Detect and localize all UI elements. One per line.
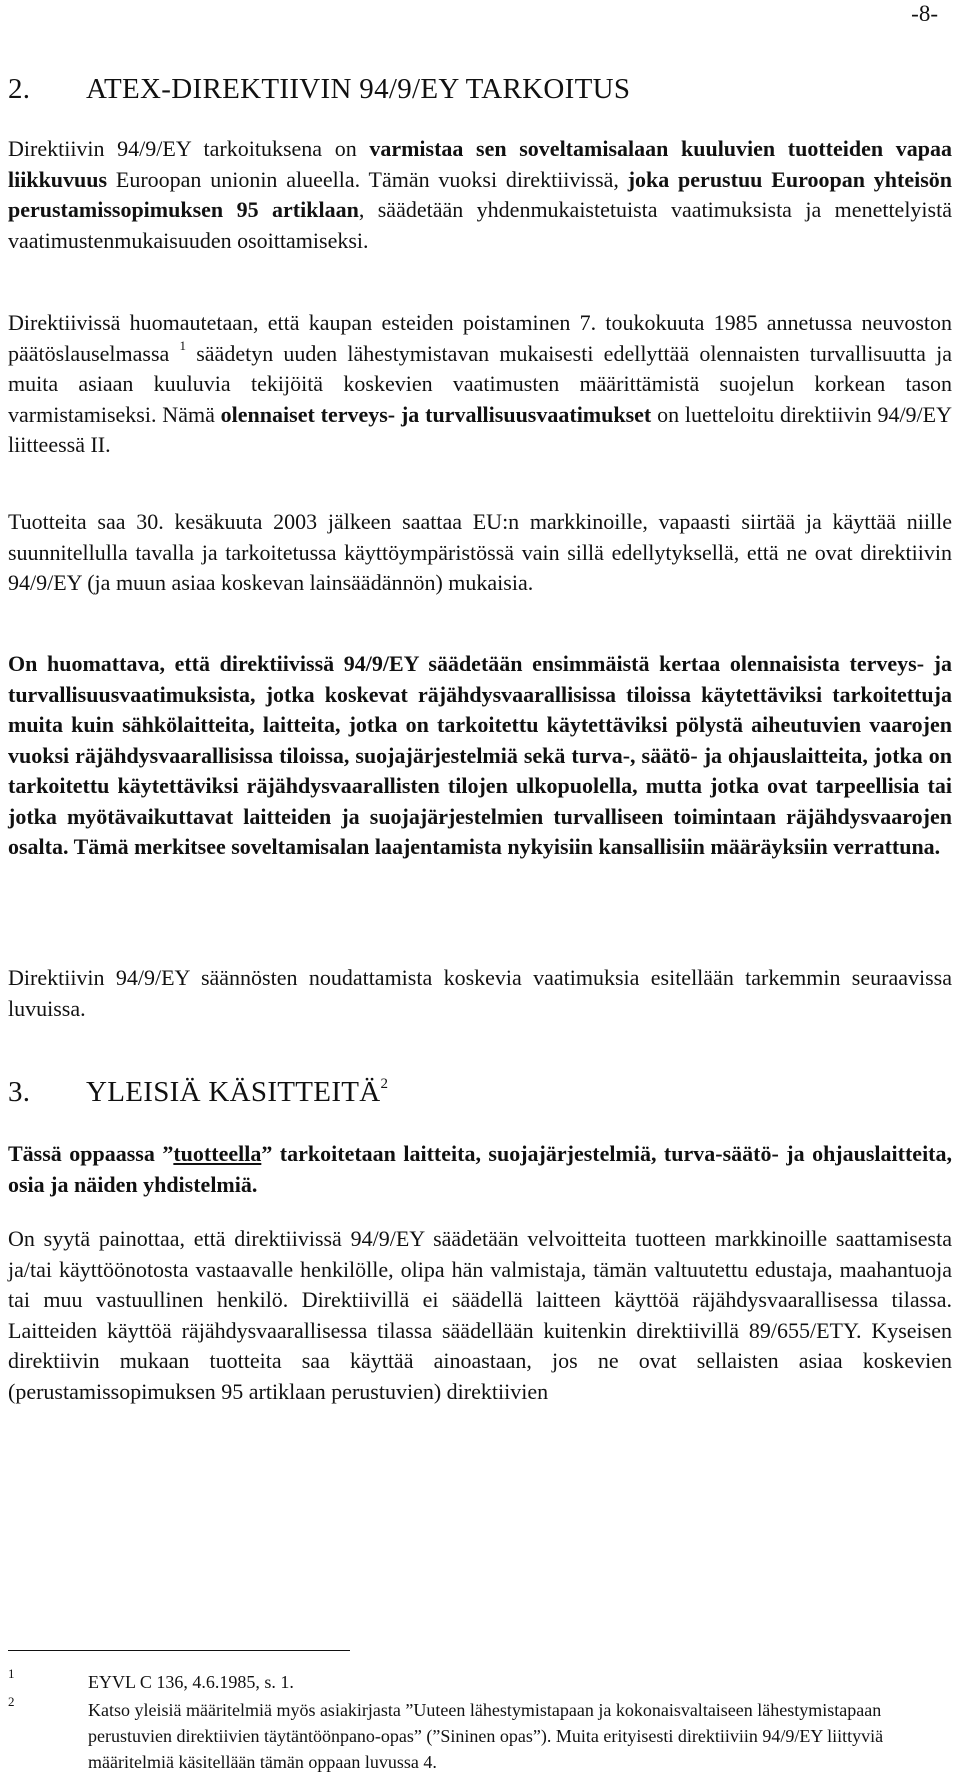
underlined-term: tuotteella xyxy=(173,1141,262,1166)
paragraph-obligations: On syytä painottaa, että direktiivissä 94/9/EY säädetään velvoitteita tuotteen markkinoille saattamisesta ja/tai käyttöönotosta vastaavalle henkilölle, olipa hän valmistaja, tämän valtuutettu edustaja, maahantuoja tai muu vastuullinen henkilö. Direktiivillä ei säädellä laitteen käyttöä räjähdysvaarallisessa tilassa. Laitteiden käyttöä räjähdysvaarallisessa tilassa säädellään kuitenkin direktiivillä 89/655/ETY. Kyseisen direktiivin mukaan tuotteita saa käyttää ainoastaan, jos ne ovat sellaisten asiaa koskevien (perustamissopimuksen 95 artiklaan perustuvien) direktiivien xyxy=(8,1226,952,1404)
section-number: 3. xyxy=(8,1076,31,1108)
section-heading-2 xyxy=(8,72,630,106)
footnote-separator xyxy=(8,1650,350,1651)
section-title: YLEISIÄ KÄSITTEITÄ xyxy=(86,1076,381,1108)
footnote-reference: 1 xyxy=(179,337,187,353)
text-run: Direktiivin 94/9/EY tarkoituksena on xyxy=(8,136,370,161)
section-heading-3 xyxy=(8,1075,388,1109)
paragraph-market-access: Tuotteita saa 30. kesäkuuta 2003 jälkeen saattaa EU:n markkinoille, vapaasti siirtää ja käyttää niille suunnitellulla tavalla ja tarkoitetussa käyttöympäristössä vain sillä edellytyksellä, että ne ovat direktiivin 94/9/EY (ja muun asiaa koskevan lainsäädännön) mukaisia. xyxy=(8,509,952,595)
section-number: 2. xyxy=(8,73,31,105)
paragraph-resolution xyxy=(8,308,952,461)
bold-text-run: varmistaa sen soveltamisalaan kuuluvien tuotteiden vapaa liikkuvuus xyxy=(8,136,952,192)
bold-text-run: olennaiset terveys- ja turvallisuusvaatimukset xyxy=(220,401,652,427)
footnote-1 xyxy=(8,1666,952,1695)
text-run: Euroopan unionin alueella. Tämän vuoksi direktiivissä, xyxy=(107,166,628,192)
document-page xyxy=(8,0,952,1780)
text-run: Tässä oppaassa ” xyxy=(8,1141,174,1166)
text-run: säädetyn uuden lähestymistavan mukaisesti edellyttää olennaisten turvallisuutta ja muita asiaan kuuluvia tekijöitä koskevien vaatimusten määrittämistä suojelun korkean tason varmistamiseksi. Nämä xyxy=(8,340,952,427)
paragraph-definition xyxy=(8,1139,952,1200)
text-run: on luetteloitu direktiivin 94/9/EY liitteessä II. xyxy=(8,401,952,457)
footnote-2 xyxy=(8,1694,952,1775)
footnote-text: EYVL C 136, 4.6.1985, s. 1. xyxy=(88,1672,294,1692)
footnote-text: Katso yleisiä määritelmiä myös asiakirjasta ”Uuteen lähestymistapaan ja kokonaisvaltaiseen lähestymistapaan perustuvien direktiivien täytäntöönpano-opas” (”Sininen opas”). Muita erityisesti direktiiviin 94/9/EY liittyviä määritelmiä käsitellään tämän oppaan luvussa 4. xyxy=(88,1700,884,1772)
page-number: -8- xyxy=(911,1,938,26)
footnote-mark: 2 xyxy=(8,1694,15,1709)
text-run: , säädetään yhdenmukaistetuista vaatimuksista ja menettelyistä vaatimustenmukaisuuden osoittamiseksi. xyxy=(8,197,952,253)
bold-text-run: joka perustuu Euroopan yhteisön perustamissopimuksen 95 artiklaan xyxy=(8,166,952,222)
paragraph-scope-bold: On huomattava, että direktiivissä 94/9/EY säädetään ensimmäistä kertaa olennaisista terveys- ja turvallisuusvaatimuksista, jotka koskevat räjähdysvaarallisissa tiloissa käytettäviksi tarkoitettuja muita kuin sähkölaitteita, laitteita, jotka on tarkoitettu käytettäviksi pölystä aiheutuvien vaarojen vuoksi räjähdysvaarallisissa tiloissa, suojajärjestelmiä sekä turva-, säätö- ja ohjauslaitteita, jotka on tarkoitettu käytettäviksi räjähdysvaarallisten tilojen ulkopuolella, mutta jotka ovat tarpeellisia tai jotka myötävaikuttavat laitteiden ja suojajärjestelmien turvalliseen toimintaan räjähdysvaarojen osalta. Tämä merkitsee soveltamisalan laajentamista nykyisiin kansallisiin määräyksiin verrattuna. xyxy=(8,651,952,859)
text-run: ” tarkoitetaan laitteita, suojajärjestelmiä, turva-säätö- ja ohjauslaitteita, osia ja näiden yhdistelmiä. xyxy=(8,1141,953,1197)
footnote-reference: 2 xyxy=(380,1076,389,1092)
section-title: ATEX-DIREKTIIVIN 94/9/EY TARKOITUS xyxy=(86,73,631,105)
text-run: Direktiivissä huomautetaan, että kaupan esteiden poistaminen 7. toukokuuta 1985 annetussa neuvoston päätöslauselmassa xyxy=(8,310,952,366)
paragraph-requirements: Direktiivin 94/9/EY säännösten noudattamista koskevia vaatimuksia esitellään tarkemmin seuraavissa luvuissa. xyxy=(8,965,952,1021)
footnote-mark: 1 xyxy=(8,1666,15,1681)
paragraph-purpose xyxy=(8,134,952,256)
